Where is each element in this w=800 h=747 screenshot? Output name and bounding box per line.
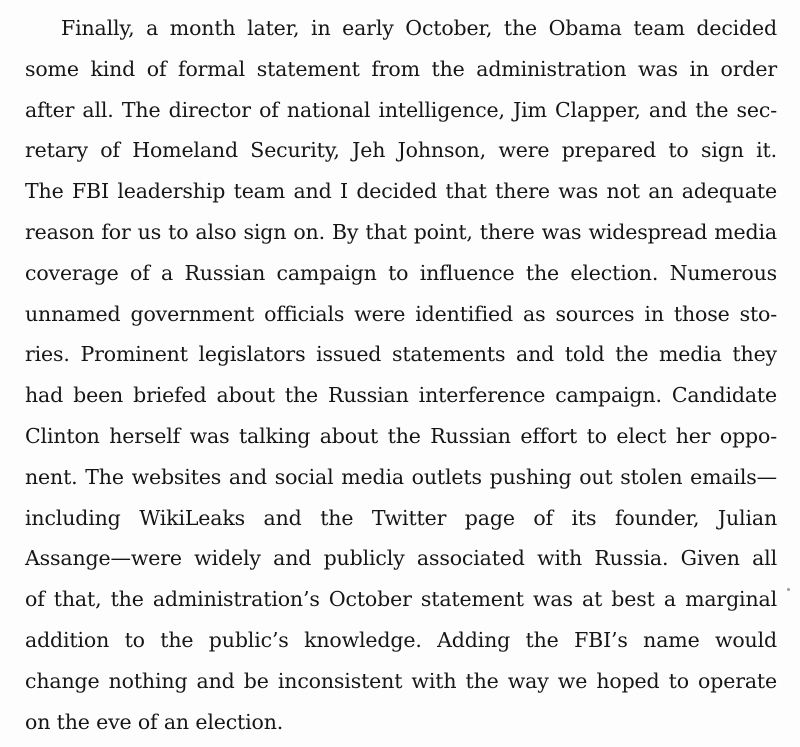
paragraph-line-5: The FBI leadership team and I decided that there was not an adequate — [25, 179, 777, 204]
paragraph-line-18: on the eve of an election. — [25, 709, 284, 734]
paragraph-line-7: coverage of a Russian campaign to influence the election. Numerous — [25, 260, 777, 285]
paragraph-line-17: change nothing and be inconsistent with the way we hoped to operate — [25, 668, 777, 693]
body-paragraph — [25, 8, 777, 742]
paragraph-line-10: had been briefed about the Russian interference campaign. Candidate — [25, 383, 777, 408]
paragraph-line-9: ries. Prominent legislators issued statements and told the media they — [25, 342, 777, 367]
paragraph-line-15: of that, the administration’s October statement was at best a marginal — [25, 587, 777, 612]
paragraph-line-12: nent. The websites and social media outlets pushing out stolen emails— — [25, 464, 777, 489]
scan-speck — [787, 588, 790, 591]
paragraph-line-6: reason for us to also sign on. By that point, there was widespread media — [25, 219, 777, 244]
paragraph-line-2: some kind of formal statement from the administration was in order — [25, 56, 777, 81]
paragraph-line-8: unnamed government officials were identified as sources in those sto- — [25, 301, 777, 326]
paragraph-line-14: Assange—were widely and publicly associated with Russia. Given all — [25, 546, 777, 571]
paragraph-line-3: after all. The director of national intelligence, Jim Clapper, and the sec- — [25, 97, 777, 122]
paragraph-line-4: retary of Homeland Security, Jeh Johnson, were prepared to sign it. — [25, 138, 777, 163]
paragraph-line-11: Clinton herself was talking about the Russian effort to elect her oppo- — [25, 423, 777, 448]
paragraph-line-13: including WikiLeaks and the Twitter page of its founder, Julian — [25, 505, 777, 530]
paragraph-line-1: Finally, a month later, in early October, the Obama team decided — [61, 16, 777, 40]
paragraph-line-16: addition to the public’s knowledge. Adding the FBI’s name would — [25, 627, 777, 652]
